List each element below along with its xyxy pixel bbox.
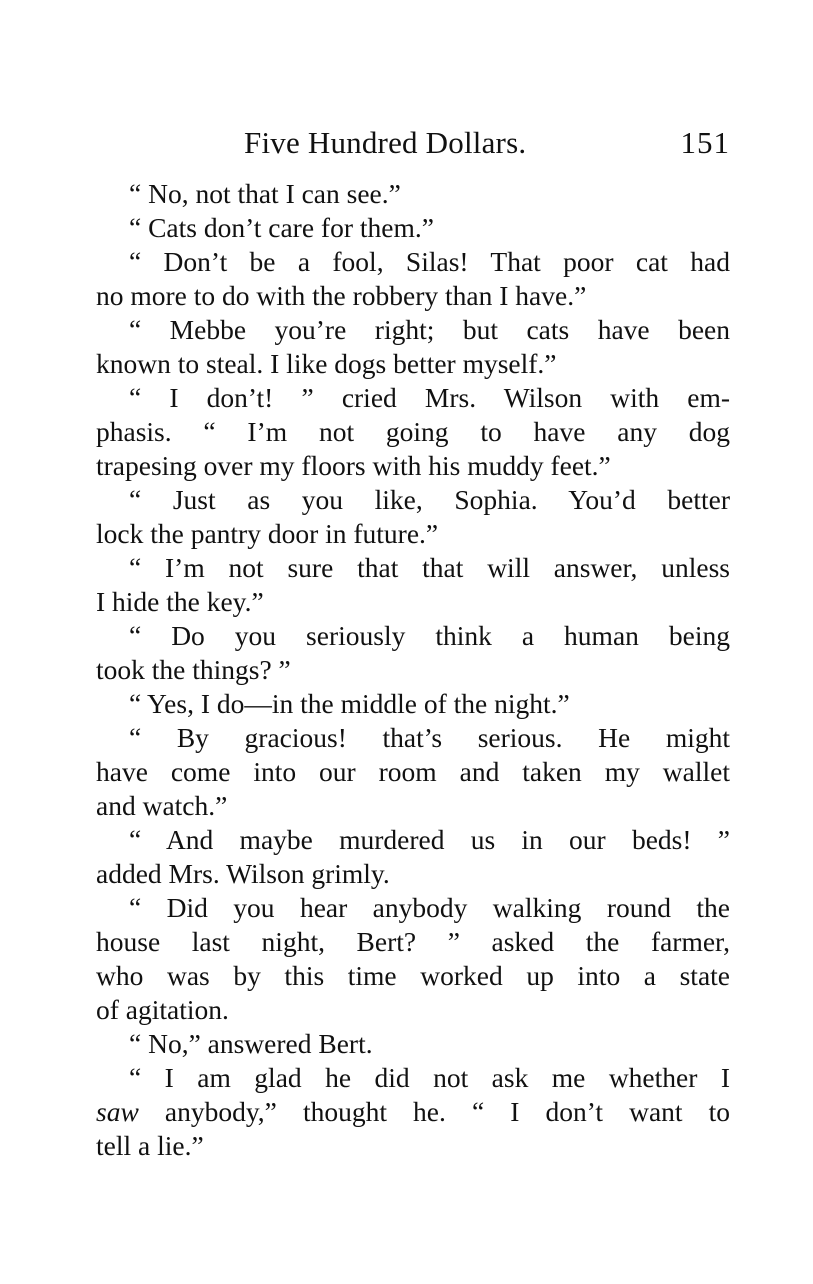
line-text: and watch.” (96, 790, 228, 821)
text-line (96, 959, 730, 993)
line-text: “ And maybe murdered us in our beds! ” (129, 824, 730, 855)
text-line (96, 1061, 730, 1095)
text-line (96, 347, 730, 381)
text-line (96, 653, 730, 687)
text-line (96, 857, 730, 891)
text-line (96, 517, 730, 551)
text-line (96, 1129, 730, 1163)
line-text: “ I’m not sure that that will answer, unless (129, 552, 730, 583)
line-text: “ Mebbe you’re right; but cats have been (129, 314, 730, 345)
running-title: Five Hundred Dollars. (244, 125, 527, 160)
page-header (96, 125, 736, 165)
text-line (96, 177, 730, 211)
line-text: have come into our room and taken my wallet (96, 756, 730, 787)
line-text: “ Cats don’t care for them.” (129, 212, 434, 243)
line-text: “ Yes, I do—in the middle of the night.” (129, 688, 570, 719)
line-text: “ Don’t be a fool, Silas! That poor cat had (129, 246, 730, 277)
text-line (96, 1027, 730, 1061)
line-text: no more to do with the robbery than I have.” (96, 280, 587, 311)
text-line (96, 245, 730, 279)
line-text: trapesing over my floors with his muddy feet.” (96, 450, 611, 481)
line-text: who was by this time worked up into a state (96, 960, 730, 991)
line-text: lock the pantry door in future.” (96, 518, 439, 549)
text-line (96, 993, 730, 1027)
line-text: I hide the key.” (96, 586, 264, 617)
line-text: “ I am glad he did not ask me whether I (129, 1062, 730, 1093)
text-line (96, 551, 730, 585)
page-number: 151 (680, 125, 730, 160)
line-text: anybody,” thought he. “ I don’t want to (164, 1096, 731, 1127)
line-text: “ By gracious! that’s serious. He might (129, 722, 730, 753)
text-line (96, 313, 730, 347)
line-text: took the things? ” (96, 654, 291, 685)
line-text: known to steal. I like dogs better myself.” (96, 348, 557, 379)
line-text: “ Did you hear anybody walking round the (129, 892, 730, 923)
line-text: phasis. “ I’m not going to have any dog (96, 416, 730, 447)
text-line (96, 483, 730, 517)
text-line (96, 619, 730, 653)
text-line (96, 381, 730, 415)
line-text: “ Just as you like, Sophia. You’d better (129, 484, 730, 515)
line-text: “ No,” answered Bert. (129, 1028, 373, 1059)
line-text: “ I don’t! ” cried Mrs. Wilson with em- (129, 382, 730, 413)
text-line (96, 721, 730, 755)
text-line (96, 687, 730, 721)
text-line (96, 789, 730, 823)
text-line (96, 279, 730, 313)
text-line (96, 1095, 730, 1129)
line-text: “ No, not that I can see.” (129, 178, 401, 209)
text-line (96, 585, 730, 619)
italic-word: saw (96, 1096, 139, 1127)
text-line (96, 211, 730, 245)
line-text: “ Do you seriously think a human being (129, 620, 730, 651)
line-text: house last night, Bert? ” asked the farmer, (96, 926, 730, 957)
page-body-text (96, 177, 730, 1163)
text-line (96, 823, 730, 857)
text-line (96, 925, 730, 959)
line-text: tell a lie.” (96, 1130, 204, 1161)
text-line (96, 755, 730, 789)
text-line (96, 449, 730, 483)
line-text: added Mrs. Wilson grimly. (96, 858, 390, 889)
text-line (96, 891, 730, 925)
text-line (96, 415, 730, 449)
line-text: of agitation. (96, 994, 229, 1025)
